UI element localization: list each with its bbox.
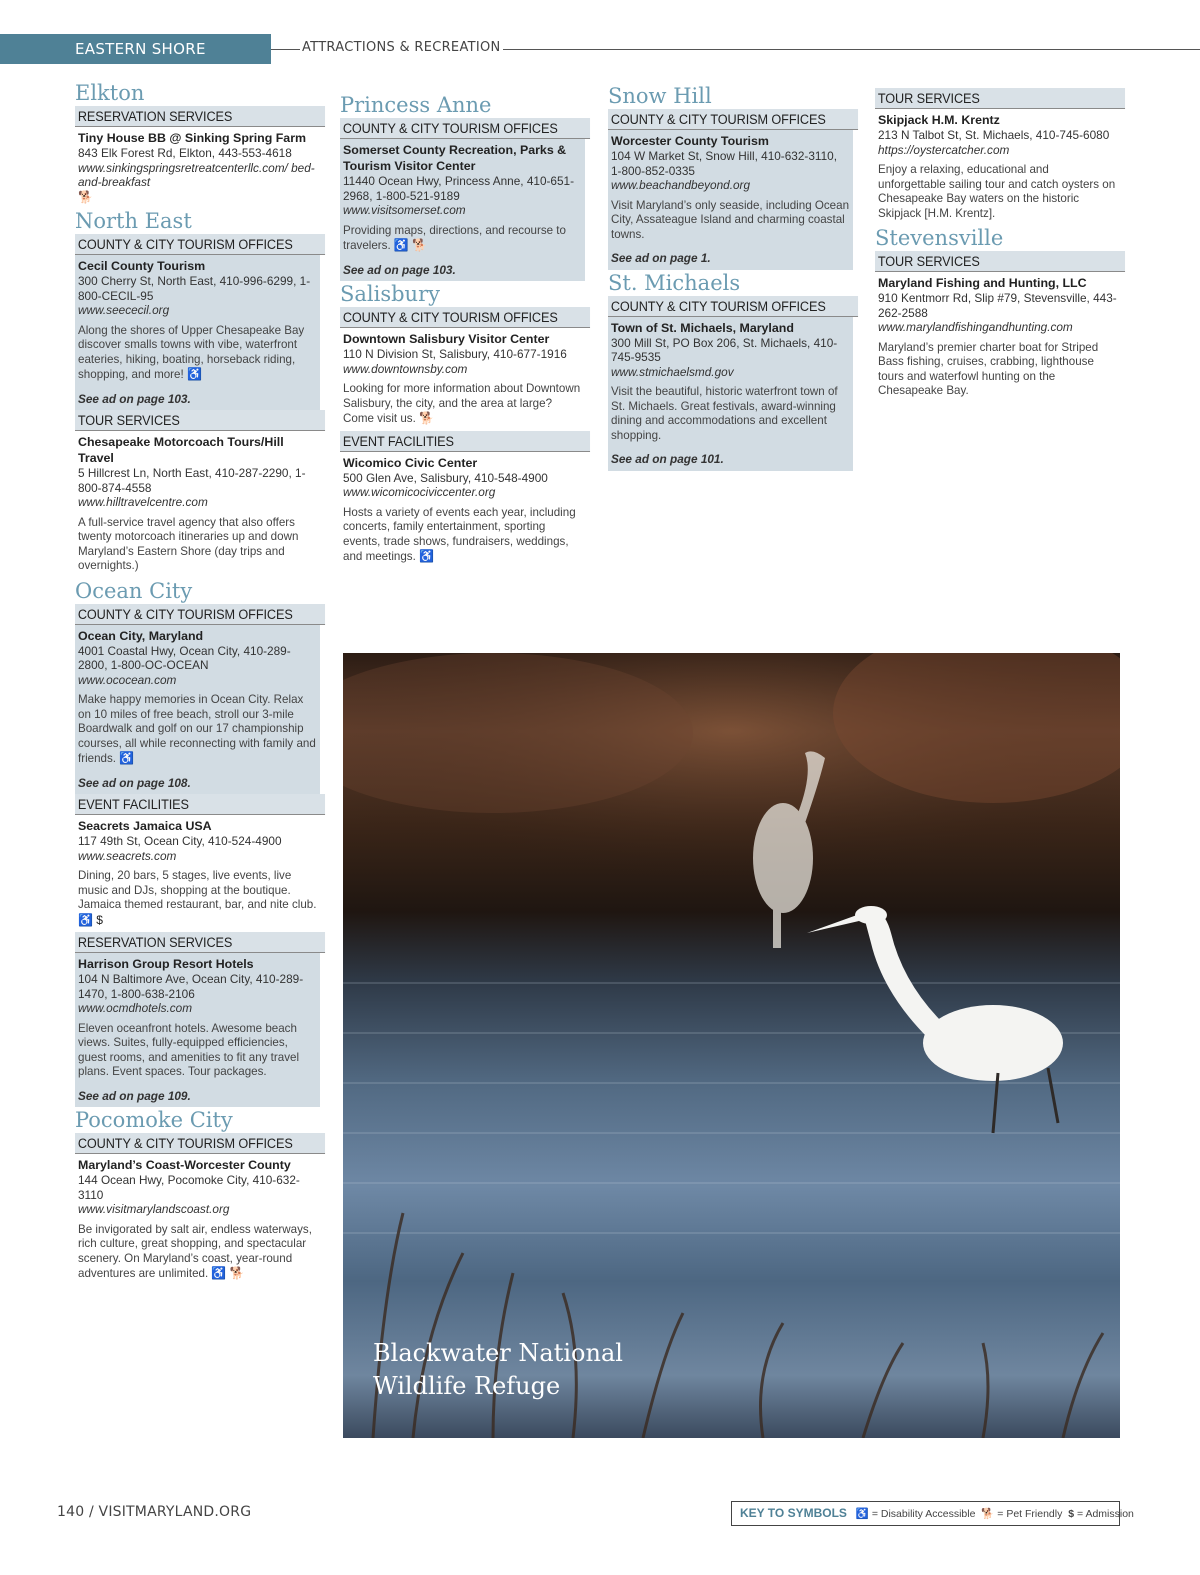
city-heading: Pocomoke City <box>75 1108 233 1132</box>
photo-caption <box>373 1337 623 1403</box>
category-header: RESERVATION SERVICES <box>75 106 325 127</box>
listing-name: Ocean City, Maryland <box>78 628 204 643</box>
listing-address: 500 Glen Ave, Salisbury, 410-548-4900 <box>343 470 548 485</box>
city-heading: North East <box>75 209 192 233</box>
ad-reference: See ad on page 1. <box>611 251 711 265</box>
category-header: COUNTY & CITY TOURISM OFFICES <box>75 1133 325 1154</box>
key-disability-label: = Disability Accessible <box>871 1508 976 1520</box>
listing-address: 300 Cherry St, North East, 410-996-6299, 1-800-CECIL-95 <box>78 274 311 303</box>
listing-entry <box>75 431 320 578</box>
listing-description <box>78 693 317 767</box>
key-admission-label: = Admission <box>1076 1508 1134 1520</box>
listing-entry <box>340 139 585 281</box>
description-text: Providing maps, directions, and recourse to travelers. <box>343 223 566 252</box>
photo-illustration <box>343 653 1120 1438</box>
wheelchair-icon: ♿ <box>855 1508 869 1520</box>
listing-address: 144 Ocean Hwy, Pocomoke City, 410-632-3110 <box>78 1173 300 1202</box>
description-text: Looking for more information about Downtown Salisbury, the city, and the area at large? Come visit us. <box>343 382 581 425</box>
city-heading: Ocean City <box>75 578 193 603</box>
description-text: Visit Maryland’s only seaside, including Ocean City, Assateague Island and charming coastal towns. <box>611 198 850 241</box>
listing-description <box>343 506 582 565</box>
category-header: COUNTY & CITY TOURISM OFFICES <box>340 118 590 139</box>
listing-address: 104 W Market St, Snow Hill, 410-632-3110, 1-800-852-0335 <box>611 149 837 178</box>
section-tab: EASTERN SHORE <box>0 34 271 64</box>
dollar-icon: $ <box>1068 1508 1075 1520</box>
description-text: Maryland’s premier charter boat for Striped Bass fishing, cruises, crabbing, lighthouse tours and waterfowl hunting on the Chesapeake Bay. <box>878 340 1099 397</box>
ad-reference: See ad on page 109. <box>78 1088 191 1103</box>
listing-description <box>78 1223 317 1282</box>
listing-description <box>878 341 1117 399</box>
listing-description <box>343 382 582 427</box>
amenity-icons: 🐕 <box>78 189 93 204</box>
description-text: Enjoy a relaxing, educational and unforgettable sailing tour and catch oysters on Chesapeake Bay waters on the historic Skipjack [H.M. Krentz]. <box>878 163 1116 220</box>
description-text: Along the shores of Upper Chesapeake Bay discover smalls towns with vibe, waterfront eateries, hiking, boating, horseback riding, shopping, and more! <box>78 323 305 381</box>
ad-reference: See ad on page 103. <box>78 391 191 406</box>
listing-name: Somerset County Recreation, Parks & Tourism Visitor Center <box>343 143 567 173</box>
listing-name: Seacrets Jamaica USA <box>78 819 212 833</box>
listing-name: Tiny House BB @ Sinking Spring Farm <box>78 131 307 145</box>
city-heading: Princess Anne <box>340 93 492 117</box>
listing-description <box>611 385 850 443</box>
listing-address: 300 Mill St, PO Box 206, St. Michaels, 410-745-9535 <box>611 335 838 364</box>
listing-description <box>78 1022 317 1080</box>
listing-name: Cecil County Tourism <box>78 259 206 273</box>
description-text: Be invigorated by salt air, endless waterways, rich culture, great shopping, and spectacular scenery. On Maryland’s coast, year-round adventures are unlimited. <box>78 1222 312 1280</box>
listing-url: www.ococean.com <box>78 672 177 687</box>
amenity-icons: ♿ <box>186 367 202 381</box>
amenity-icons: ♿ 🐕 <box>393 238 428 252</box>
listing-name: Downtown Salisbury Visitor Center <box>343 332 550 346</box>
listing-entry <box>340 452 585 569</box>
listing-address: 117 49th St, Ocean City, 410-524-4900 <box>78 834 282 848</box>
listing-description <box>78 324 317 383</box>
listing-entry <box>75 815 320 932</box>
description-text: A full-service travel agency that also offers twenty motorcoach itineraries up and down Maryland’s Eastern Shore (day trips and overnights.) <box>78 515 299 572</box>
listing-entry <box>75 953 320 1107</box>
description-text: Make happy memories in Ocean City. Relax on 10 miles of free beach, stroll our 3-mile Boardwalk and golf on our 17 championship courses, all while reconnecting with family and friends. <box>78 693 316 765</box>
listing-address: 104 N Baltimore Ave, Ocean City, 410-289-1470, 1-800-638-2106 <box>78 972 304 1001</box>
amenity-icons: ♿ $ <box>78 912 103 927</box>
listing-url: www.seececil.org <box>78 303 170 317</box>
listing-entry <box>340 328 585 431</box>
listing-entry <box>75 255 320 410</box>
egret-photo <box>343 653 1120 1438</box>
listing-url: www.beachandbeyond.org <box>611 178 751 192</box>
description-text: Visit the beautiful, historic waterfront town of St. Michaels. Great festivals, award-winning dining and accommodations and excellent shopping. <box>611 385 838 442</box>
category-header: COUNTY & CITY TOURISM OFFICES <box>75 604 325 625</box>
city-heading: Salisbury <box>340 282 440 306</box>
listing-url: www.hilltravelcentre.com <box>78 495 208 509</box>
listing-url: www.wicomicociviccenter.org <box>343 485 496 499</box>
category-header: COUNTY & CITY TOURISM OFFICES <box>340 307 590 328</box>
city-heading: St. Michaels <box>608 270 741 295</box>
listing-name: Chesapeake Motorcoach Tours/Hill Travel <box>78 435 284 465</box>
column-1 <box>75 80 320 1286</box>
amenity-icons: ♿ 🐕 <box>211 1266 245 1280</box>
amenity-icons: ♿ <box>419 549 435 563</box>
listing-description <box>78 869 317 928</box>
section-label: ATTRACTIONS & RECREATION <box>302 40 501 55</box>
listing-url: https://oystercatcher.com <box>878 142 1010 157</box>
listing-entry <box>608 317 853 471</box>
listing-address: 11440 Ocean Hwy, Princess Anne, 410-651-2968, 1-800-521-9189 <box>343 174 575 203</box>
listing-entry <box>75 127 320 208</box>
listing-url: www.ocmdhotels.com <box>78 1001 193 1015</box>
description-text: Eleven oceanfront hotels. Awesome beach views. Suites, fully-equipped efficiencies, guest rooms, and amenities to fit any travel plans. Event spaces. Tour packages. <box>78 1021 300 1078</box>
listing-entry <box>75 1154 320 1286</box>
listing-description <box>878 163 1117 221</box>
listing-name: Skipjack H.M. Krentz <box>878 113 1000 127</box>
city-heading: Stevensville <box>875 226 1004 250</box>
key-title: KEY TO SYMBOLS <box>740 1506 847 1520</box>
listing-description <box>343 224 582 254</box>
category-header: COUNTY & CITY TOURISM OFFICES <box>608 296 858 317</box>
listing-url: www.seacrets.com <box>78 848 177 863</box>
key-pet-label: = Pet Friendly <box>997 1508 1063 1520</box>
listing-name: Town of St. Michaels, Maryland <box>611 320 794 335</box>
column-2 <box>340 92 585 569</box>
description-text: Dining, 20 bars, 5 stages, live events, live music and DJs, shopping at the boutique. Jamaica themed restaurant, bar, and nite club. <box>78 869 317 911</box>
listing-address: 4001 Coastal Hwy, Ocean City, 410-289-2800, 1-800-OC-OCEAN <box>78 643 291 672</box>
listing-name: Maryland’s Coast-Worcester County <box>78 1158 291 1172</box>
category-header: TOUR SERVICES <box>875 251 1125 272</box>
caption-line-2: Wildlife Refuge <box>373 1372 561 1400</box>
category-header: COUNTY & CITY TOURISM OFFICES <box>608 109 858 130</box>
listing-url: www.sinkingspringsretreatcenterllc.com/ bed-and-breakfast <box>78 160 315 189</box>
listing-name: Worcester County Tourism <box>611 134 769 148</box>
listing-name: Harrison Group Resort Hotels <box>78 957 254 971</box>
listing-address: 5 Hillcrest Ln, North East, 410-287-2290, 1-800-874-4558 <box>78 466 306 495</box>
listing-url: www.marylandfishingandhunting.com <box>878 320 1073 334</box>
category-header: COUNTY & CITY TOURISM OFFICES <box>75 234 325 255</box>
listing-name: Maryland Fishing and Hunting, LLC <box>878 276 1087 290</box>
listing-address: 110 N Division St, Salisbury, 410-677-1916 <box>343 347 567 361</box>
symbol-key <box>731 1501 1134 1526</box>
listing-url: www.visitmarylandscoast.org <box>78 1202 230 1216</box>
city-heading: Elkton <box>75 81 145 105</box>
listing-address: 213 N Talbot St, St. Michaels, 410-745-6080 <box>878 128 1110 142</box>
listing-entry <box>608 130 853 270</box>
listing-address: 843 Elk Forest Rd, Elkton, 443-553-4618 <box>78 146 292 160</box>
listing-description <box>611 199 850 243</box>
listing-description <box>78 516 317 574</box>
amenity-icons: 🐕 <box>419 411 434 425</box>
category-header: TOUR SERVICES <box>875 88 1125 109</box>
listing-url: www.stmichaelsmd.gov <box>611 364 734 379</box>
caption-line-1: Blackwater National <box>373 1339 623 1367</box>
page-footer: 140 / VISITMARYLAND.ORG <box>57 1504 252 1520</box>
listing-entry <box>875 109 1120 225</box>
category-header: EVENT FACILITIES <box>340 431 590 452</box>
listing-name: Wicomico Civic Center <box>343 455 478 470</box>
dog-icon: 🐕 <box>981 1508 995 1520</box>
ad-reference: See ad on page 103. <box>343 262 456 277</box>
ad-reference: See ad on page 101. <box>611 452 724 466</box>
listing-entry <box>875 272 1120 403</box>
category-header: TOUR SERVICES <box>75 410 325 431</box>
column-3 <box>608 83 853 471</box>
listing-url: www.visitsomerset.com <box>343 203 466 217</box>
listing-url: www.downtownsby.com <box>343 361 468 376</box>
column-4 <box>875 88 1120 403</box>
amenity-icons: ♿ <box>119 751 135 765</box>
category-header: EVENT FACILITIES <box>75 794 325 815</box>
listing-address: 910 Kentmorr Rd, Slip #79, Stevensville, 443-262-2588 <box>878 291 1117 320</box>
city-heading: Snow Hill <box>608 84 712 108</box>
listing-entry <box>75 625 320 795</box>
description-text: Hosts a variety of events each year, including concerts, family entertainment, sporting events, trade shows, fundraisers, weddings, and meetings. <box>343 505 576 563</box>
category-header: RESERVATION SERVICES <box>75 932 325 953</box>
ad-reference: See ad on page 108. <box>78 775 191 790</box>
